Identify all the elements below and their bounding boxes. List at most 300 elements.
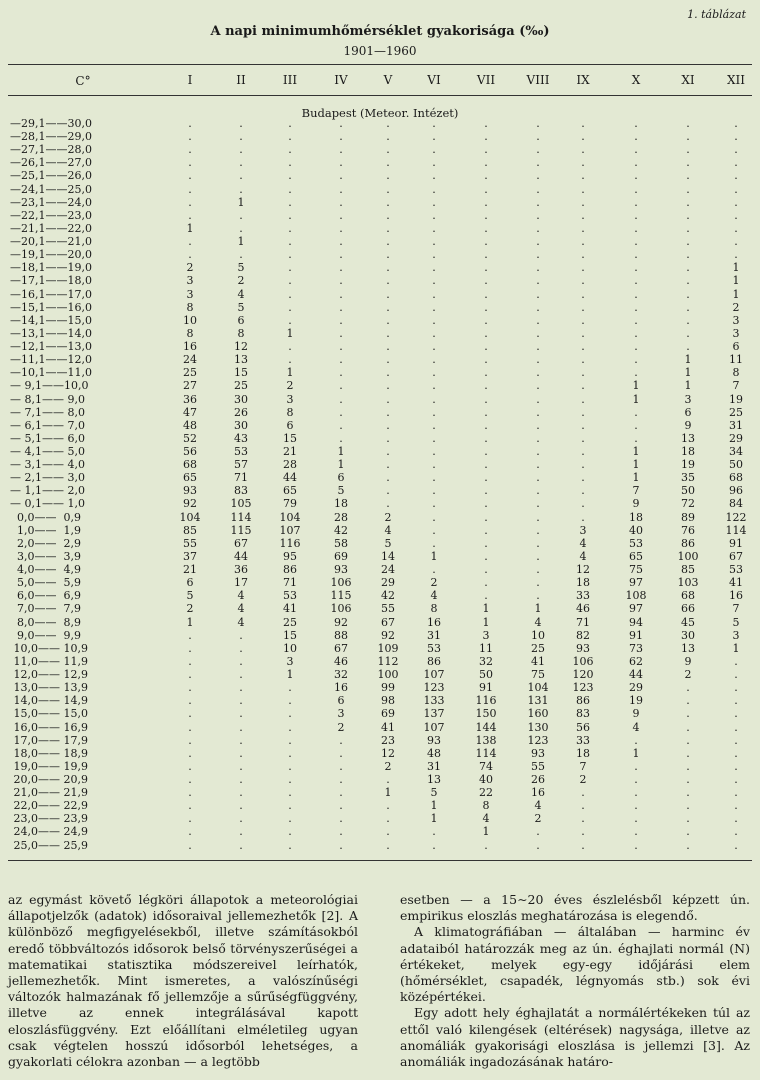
table-cell: . bbox=[188, 773, 192, 786]
table-cell: . bbox=[386, 221, 390, 235]
table-cell: 108 bbox=[625, 589, 647, 603]
table-cell: . bbox=[634, 300, 638, 314]
table-cell: 41 bbox=[283, 602, 297, 616]
table-cell: . bbox=[239, 733, 243, 747]
table-cell: 4 bbox=[482, 812, 490, 826]
table-cell: . bbox=[288, 746, 292, 760]
table-cell: . bbox=[239, 681, 243, 695]
table-cell: . bbox=[432, 445, 436, 458]
table-cell: 86 bbox=[283, 563, 297, 577]
table-cell: . bbox=[581, 130, 585, 144]
table-cell: . bbox=[432, 156, 436, 170]
table-cell: . bbox=[536, 261, 540, 275]
row-temp-range: —10,1——11,0 bbox=[10, 366, 92, 380]
table-cell: . bbox=[734, 773, 738, 786]
header-unit: C° bbox=[75, 74, 91, 88]
table-cell: . bbox=[239, 208, 243, 222]
table-cell: 96 bbox=[729, 484, 743, 498]
table-cell: . bbox=[484, 300, 488, 314]
header-bottom-rule bbox=[8, 95, 752, 96]
table-cell: . bbox=[634, 248, 638, 262]
table-cell: . bbox=[484, 379, 488, 393]
table-cell: . bbox=[386, 799, 390, 813]
table-cell: . bbox=[288, 235, 292, 249]
table-cell: . bbox=[581, 366, 585, 380]
table-cell: . bbox=[239, 759, 243, 773]
table-cell: . bbox=[484, 549, 488, 563]
table-cell: 93 bbox=[576, 641, 590, 655]
table-cell: . bbox=[536, 182, 540, 196]
month-header-II: II bbox=[236, 73, 246, 87]
table-cell: . bbox=[484, 445, 488, 458]
table-cell: . bbox=[239, 182, 243, 196]
table-cell: . bbox=[536, 274, 540, 288]
table-cell: 4 bbox=[237, 287, 245, 301]
table-cell: . bbox=[386, 130, 390, 144]
month-header-VII: VII bbox=[476, 73, 496, 87]
table-cell: . bbox=[686, 274, 690, 288]
table-cell: 4 bbox=[534, 615, 542, 629]
table-cell: . bbox=[581, 156, 585, 170]
table-cell: . bbox=[432, 497, 436, 511]
table-cell: . bbox=[686, 733, 690, 747]
table-cell: . bbox=[686, 326, 690, 340]
table-cell: 89 bbox=[681, 510, 695, 524]
table-cell: . bbox=[536, 563, 540, 577]
table-cell: . bbox=[581, 261, 585, 275]
table-cell: 91 bbox=[629, 628, 643, 642]
body-paragraph: A klimatográfiában — általában — harminc év adataiból határozzák meg az ún. éghajlati normál (N) értékeket, melyek egy-egy időjárási elem (hőmérséklet, csapadék, légnyomás stb.) sok évi középértékei. bbox=[400, 924, 750, 1005]
table-cell: . bbox=[734, 759, 738, 773]
table-cell: 1 bbox=[237, 195, 245, 209]
row-temp-range: 24,0—— 24,9 bbox=[10, 825, 88, 839]
table-cell: . bbox=[432, 523, 436, 537]
table-cell: . bbox=[432, 340, 436, 354]
table-cell: . bbox=[581, 484, 585, 498]
table-cell: 12 bbox=[576, 563, 590, 577]
table-cell: . bbox=[288, 838, 292, 852]
table-cell: . bbox=[288, 117, 292, 130]
table-cell: 25 bbox=[729, 405, 743, 419]
month-header-VIII: VIII bbox=[526, 73, 550, 87]
table-cell: . bbox=[288, 274, 292, 288]
table-cell: . bbox=[634, 117, 638, 130]
table-cell: . bbox=[386, 825, 390, 839]
row-temp-range: 1,0—— 1,9 bbox=[10, 523, 81, 537]
table-cell: . bbox=[484, 143, 488, 157]
table-cell: . bbox=[634, 208, 638, 222]
table-cell: . bbox=[536, 405, 540, 419]
table-cell: 8 bbox=[237, 326, 245, 340]
table-cell: 104 bbox=[527, 681, 549, 695]
table-cell: . bbox=[686, 340, 690, 354]
table-cell: 1 bbox=[632, 471, 640, 485]
table-cell: . bbox=[432, 235, 436, 249]
table-cell: . bbox=[339, 130, 343, 144]
table-cell: . bbox=[634, 340, 638, 354]
table-cell: 65 bbox=[283, 484, 297, 498]
table-cell: . bbox=[686, 746, 690, 760]
table-cell: . bbox=[581, 510, 585, 524]
row-temp-range: 16,0—— 16,9 bbox=[10, 720, 88, 734]
table-cell: 21 bbox=[183, 563, 197, 577]
table-cell: . bbox=[432, 130, 436, 144]
table-cell: . bbox=[188, 668, 192, 682]
table-cell: 2 bbox=[732, 300, 740, 314]
table-cell: 100 bbox=[677, 549, 699, 563]
table-cell: 137 bbox=[423, 707, 445, 721]
table-cell: . bbox=[484, 510, 488, 524]
row-temp-range: 3,0—— 3,9 bbox=[10, 549, 81, 563]
table-cell: 123 bbox=[527, 733, 549, 747]
table-cell: . bbox=[634, 418, 638, 432]
body-paragraph: Egy adott hely éghajlatát a normálértékeken túl az ettől való kilengések (eltérések) nagysága, illetve az anomáliák gyakorisági eloszlása is jellemzi [3]. Az anomáliák ingadozásának határo- bbox=[400, 1005, 750, 1070]
table-cell: . bbox=[536, 221, 540, 235]
table-cell: . bbox=[432, 563, 436, 577]
table-cell: . bbox=[432, 366, 436, 380]
row-temp-range: —26,1——27,0 bbox=[10, 156, 92, 170]
table-cell: . bbox=[536, 431, 540, 445]
table-cell: . bbox=[188, 786, 192, 800]
table-cell: . bbox=[686, 812, 690, 826]
table-cell: . bbox=[188, 746, 192, 760]
table-cell: 45 bbox=[681, 615, 695, 629]
table-cell: 29 bbox=[629, 681, 643, 695]
table-cell: . bbox=[634, 799, 638, 813]
month-header-XI: XI bbox=[681, 73, 695, 87]
table-cell: . bbox=[188, 759, 192, 773]
table-cell: . bbox=[188, 720, 192, 734]
row-temp-range: 23,0—— 23,9 bbox=[10, 812, 88, 826]
table-cell: . bbox=[288, 786, 292, 800]
table-cell: 9 bbox=[632, 497, 640, 511]
table-cell: . bbox=[386, 458, 390, 472]
table-cell: 95 bbox=[283, 549, 297, 563]
table-cell: 18 bbox=[576, 576, 590, 590]
body-text-left-column bbox=[8, 892, 358, 1070]
table-cell: 30 bbox=[681, 628, 695, 642]
table-cell: . bbox=[239, 838, 243, 852]
table-cell: . bbox=[432, 261, 436, 275]
table-cell: 2 bbox=[186, 261, 194, 275]
table-cell: . bbox=[239, 812, 243, 826]
table-cell: 2 bbox=[186, 602, 194, 616]
table-cell: . bbox=[188, 641, 192, 655]
table-cell: . bbox=[484, 313, 488, 327]
table-cell: 1 bbox=[286, 668, 294, 682]
table-cell: 9 bbox=[684, 418, 692, 432]
table-cell: 4 bbox=[384, 523, 392, 537]
table-cell: 71 bbox=[283, 576, 297, 590]
table-cell: . bbox=[188, 208, 192, 222]
table-cell: . bbox=[386, 274, 390, 288]
row-temp-range: 8,0—— 8,9 bbox=[10, 615, 81, 629]
table-cell: 115 bbox=[330, 589, 352, 603]
table-cell: 4 bbox=[632, 720, 640, 734]
table-cell: . bbox=[432, 248, 436, 262]
table-cell: 93 bbox=[427, 733, 441, 747]
table-cell: 71 bbox=[234, 471, 248, 485]
table-cell: . bbox=[386, 366, 390, 380]
table-cell: . bbox=[484, 458, 488, 472]
table-cell: . bbox=[484, 484, 488, 498]
table-cell: . bbox=[634, 274, 638, 288]
table-cell: 8 bbox=[482, 799, 490, 813]
month-header-I: I bbox=[187, 73, 193, 87]
table-cell: 26 bbox=[234, 405, 248, 419]
table-cell: . bbox=[484, 523, 488, 537]
station-name: Budapest (Meteor. Intézet) bbox=[301, 106, 459, 120]
table-cell: . bbox=[484, 169, 488, 183]
table-cell: . bbox=[432, 353, 436, 367]
table-cell: . bbox=[581, 379, 585, 393]
table-cell: 28 bbox=[334, 510, 348, 524]
table-cell: . bbox=[188, 838, 192, 852]
table-cell: . bbox=[188, 681, 192, 695]
table-cell: 9 bbox=[684, 654, 692, 668]
table-cell: . bbox=[536, 484, 540, 498]
table-cell: 36 bbox=[183, 392, 197, 406]
table-cell: . bbox=[288, 313, 292, 327]
table-cell: . bbox=[432, 536, 436, 550]
row-temp-range: —27,1——28,0 bbox=[10, 143, 92, 157]
row-temp-range: —14,1——15,0 bbox=[10, 313, 92, 327]
table-cell: 1 bbox=[732, 641, 740, 655]
table-cell: . bbox=[339, 353, 343, 367]
table-cell: . bbox=[386, 182, 390, 196]
table-cell: . bbox=[188, 143, 192, 157]
table-cell: 114 bbox=[475, 746, 497, 760]
row-temp-range: 17,0—— 17,9 bbox=[10, 733, 88, 747]
table-cell: . bbox=[536, 156, 540, 170]
table-cell: . bbox=[686, 208, 690, 222]
table-cell: . bbox=[686, 799, 690, 813]
table-cell: 19 bbox=[629, 694, 643, 708]
row-temp-range: 7,0—— 7,9 bbox=[10, 602, 81, 616]
month-header-IX: IX bbox=[576, 73, 590, 87]
table-cell: 12 bbox=[381, 746, 395, 760]
table-cell: 3 bbox=[684, 392, 692, 406]
table-cell: . bbox=[634, 405, 638, 419]
table-cell: . bbox=[734, 799, 738, 813]
table-cell: . bbox=[188, 733, 192, 747]
table-cell: . bbox=[634, 838, 638, 852]
table-cell: 62 bbox=[629, 654, 643, 668]
table-cell: 91 bbox=[479, 681, 493, 695]
table-cell: . bbox=[734, 182, 738, 196]
table-cell: . bbox=[339, 143, 343, 157]
table-cell: 3 bbox=[732, 628, 740, 642]
table-cell: 67 bbox=[234, 536, 248, 550]
table-cell: . bbox=[288, 182, 292, 196]
row-temp-range: 12,0—— 12,9 bbox=[10, 668, 88, 682]
table-cell: 58 bbox=[334, 536, 348, 550]
table-cell: . bbox=[734, 235, 738, 249]
table-cell: 2 bbox=[430, 576, 438, 590]
table-cell: . bbox=[386, 340, 390, 354]
table-cell: . bbox=[536, 326, 540, 340]
table-cell: . bbox=[581, 786, 585, 800]
row-temp-range: 11,0—— 11,9 bbox=[10, 654, 88, 668]
table-cell: 106 bbox=[330, 576, 352, 590]
table-cell: 74 bbox=[479, 759, 493, 773]
table-cell: . bbox=[239, 746, 243, 760]
row-temp-range: — 2,1—— 3,0 bbox=[10, 471, 85, 485]
table-cell: . bbox=[734, 156, 738, 170]
table-cell: 25 bbox=[183, 366, 197, 380]
table-cell: 1 bbox=[186, 615, 194, 629]
table-cell: 67 bbox=[729, 549, 743, 563]
table-cell: 13 bbox=[427, 773, 441, 786]
table-cell: 5 bbox=[384, 536, 392, 550]
table-cell: . bbox=[339, 274, 343, 288]
table-cell: 120 bbox=[572, 668, 594, 682]
table-cell: . bbox=[386, 392, 390, 406]
table-cell: . bbox=[484, 366, 488, 380]
table-cell: . bbox=[339, 287, 343, 301]
table-cell: . bbox=[339, 786, 343, 800]
table-cell: . bbox=[581, 799, 585, 813]
table-cell: . bbox=[188, 707, 192, 721]
table-cell: . bbox=[386, 812, 390, 826]
table-cell: . bbox=[536, 510, 540, 524]
table-cell: . bbox=[484, 130, 488, 144]
table-cell: 112 bbox=[377, 654, 399, 668]
table-cell: . bbox=[339, 746, 343, 760]
table-cell: 25 bbox=[283, 615, 297, 629]
table-cell: 18 bbox=[681, 445, 695, 458]
table-cell: 122 bbox=[725, 510, 747, 524]
table-cell: 144 bbox=[475, 720, 497, 734]
table-cell: 3 bbox=[337, 707, 345, 721]
table-cell: 6 bbox=[337, 471, 345, 485]
table-cell: 11 bbox=[729, 353, 743, 367]
row-temp-range: 6,0—— 6,9 bbox=[10, 589, 81, 603]
table-cell: 106 bbox=[572, 654, 594, 668]
table-cell: . bbox=[239, 117, 243, 130]
table-cell: . bbox=[288, 707, 292, 721]
table-cell: . bbox=[288, 812, 292, 826]
table-cell: . bbox=[581, 812, 585, 826]
table-cell: 1 bbox=[732, 287, 740, 301]
table-cell: . bbox=[339, 261, 343, 275]
table-years: 1901—1960 bbox=[343, 44, 417, 58]
table-cell: . bbox=[339, 313, 343, 327]
table-cell: . bbox=[581, 418, 585, 432]
table-cell: . bbox=[239, 825, 243, 839]
table-cell: 1 bbox=[732, 261, 740, 275]
table-cell: 114 bbox=[230, 510, 252, 524]
row-temp-range: 2,0—— 2,9 bbox=[10, 536, 81, 550]
table-cell: . bbox=[634, 326, 638, 340]
table-cell: 13 bbox=[681, 431, 695, 445]
row-temp-range: 4,0—— 4,9 bbox=[10, 563, 81, 577]
table-cell: . bbox=[686, 720, 690, 734]
table-cell: . bbox=[686, 287, 690, 301]
table-cell: . bbox=[634, 759, 638, 773]
table-cell: 131 bbox=[527, 694, 549, 708]
table-cell: . bbox=[339, 431, 343, 445]
table-cell: 5 bbox=[186, 589, 194, 603]
table-cell: 107 bbox=[423, 668, 445, 682]
table-cell: . bbox=[288, 799, 292, 813]
table-cell: 93 bbox=[183, 484, 197, 498]
table-cell: . bbox=[339, 733, 343, 747]
table-cell: 5 bbox=[732, 615, 740, 629]
table-cell: . bbox=[339, 392, 343, 406]
table-cell: . bbox=[484, 392, 488, 406]
table-cell: . bbox=[484, 418, 488, 432]
table-cell: 34 bbox=[729, 445, 743, 458]
table-cell: 3 bbox=[732, 313, 740, 327]
table-cell: . bbox=[432, 458, 436, 472]
table-cell: 4 bbox=[579, 549, 587, 563]
table-cell: 13 bbox=[681, 641, 695, 655]
table-cell: 1 bbox=[482, 615, 490, 629]
table-cell: . bbox=[339, 366, 343, 380]
table-cell: 28 bbox=[283, 458, 297, 472]
table-cell: . bbox=[432, 300, 436, 314]
month-header-XII: XII bbox=[726, 73, 746, 87]
table-cell: . bbox=[386, 326, 390, 340]
row-temp-range: 19,0—— 19,9 bbox=[10, 759, 88, 773]
table-cell: 4 bbox=[579, 536, 587, 550]
table-cell: 66 bbox=[681, 602, 695, 616]
table-cell: . bbox=[339, 812, 343, 826]
table-cell: 11 bbox=[479, 641, 493, 655]
table-cell: . bbox=[288, 353, 292, 367]
table-cell: 16 bbox=[427, 615, 441, 629]
table-cell: 2 bbox=[579, 773, 587, 786]
table-cell: . bbox=[288, 156, 292, 170]
table-cell: . bbox=[288, 720, 292, 734]
table-cell: 1 bbox=[632, 746, 640, 760]
table-cell: 123 bbox=[423, 681, 445, 695]
table-cell: 8 bbox=[186, 326, 194, 340]
table-cell: 53 bbox=[629, 536, 643, 550]
table-cell: . bbox=[484, 208, 488, 222]
table-cell: 1 bbox=[384, 786, 392, 800]
table-cell: . bbox=[536, 169, 540, 183]
table-cell: 130 bbox=[527, 720, 549, 734]
row-temp-range: —18,1——19,0 bbox=[10, 261, 92, 275]
table-cell: 10 bbox=[531, 628, 545, 642]
row-temp-range: —15,1——16,0 bbox=[10, 300, 92, 314]
table-cell: 92 bbox=[381, 628, 395, 642]
table-cell: 88 bbox=[334, 628, 348, 642]
table-cell: . bbox=[536, 458, 540, 472]
table-cell: 6 bbox=[237, 313, 245, 327]
table-cell: 105 bbox=[230, 497, 252, 511]
table-cell: . bbox=[686, 156, 690, 170]
table-cell: 6 bbox=[186, 576, 194, 590]
table-cell: 18 bbox=[334, 497, 348, 511]
table-cell: 16 bbox=[334, 681, 348, 695]
table-cell: . bbox=[432, 392, 436, 406]
table-cell: 73 bbox=[629, 641, 643, 655]
row-temp-range: 21,0—— 21,9 bbox=[10, 786, 88, 800]
body-text-right-column bbox=[400, 892, 750, 1070]
table-cell: . bbox=[686, 773, 690, 786]
table-cell: . bbox=[581, 169, 585, 183]
table-cell: . bbox=[686, 221, 690, 235]
table-cell: . bbox=[432, 221, 436, 235]
table-cell: . bbox=[634, 235, 638, 249]
table-cell: 33 bbox=[576, 733, 590, 747]
table-cell: . bbox=[686, 313, 690, 327]
row-temp-range: — 4,1—— 5,0 bbox=[10, 445, 85, 458]
table-cell: . bbox=[288, 681, 292, 695]
